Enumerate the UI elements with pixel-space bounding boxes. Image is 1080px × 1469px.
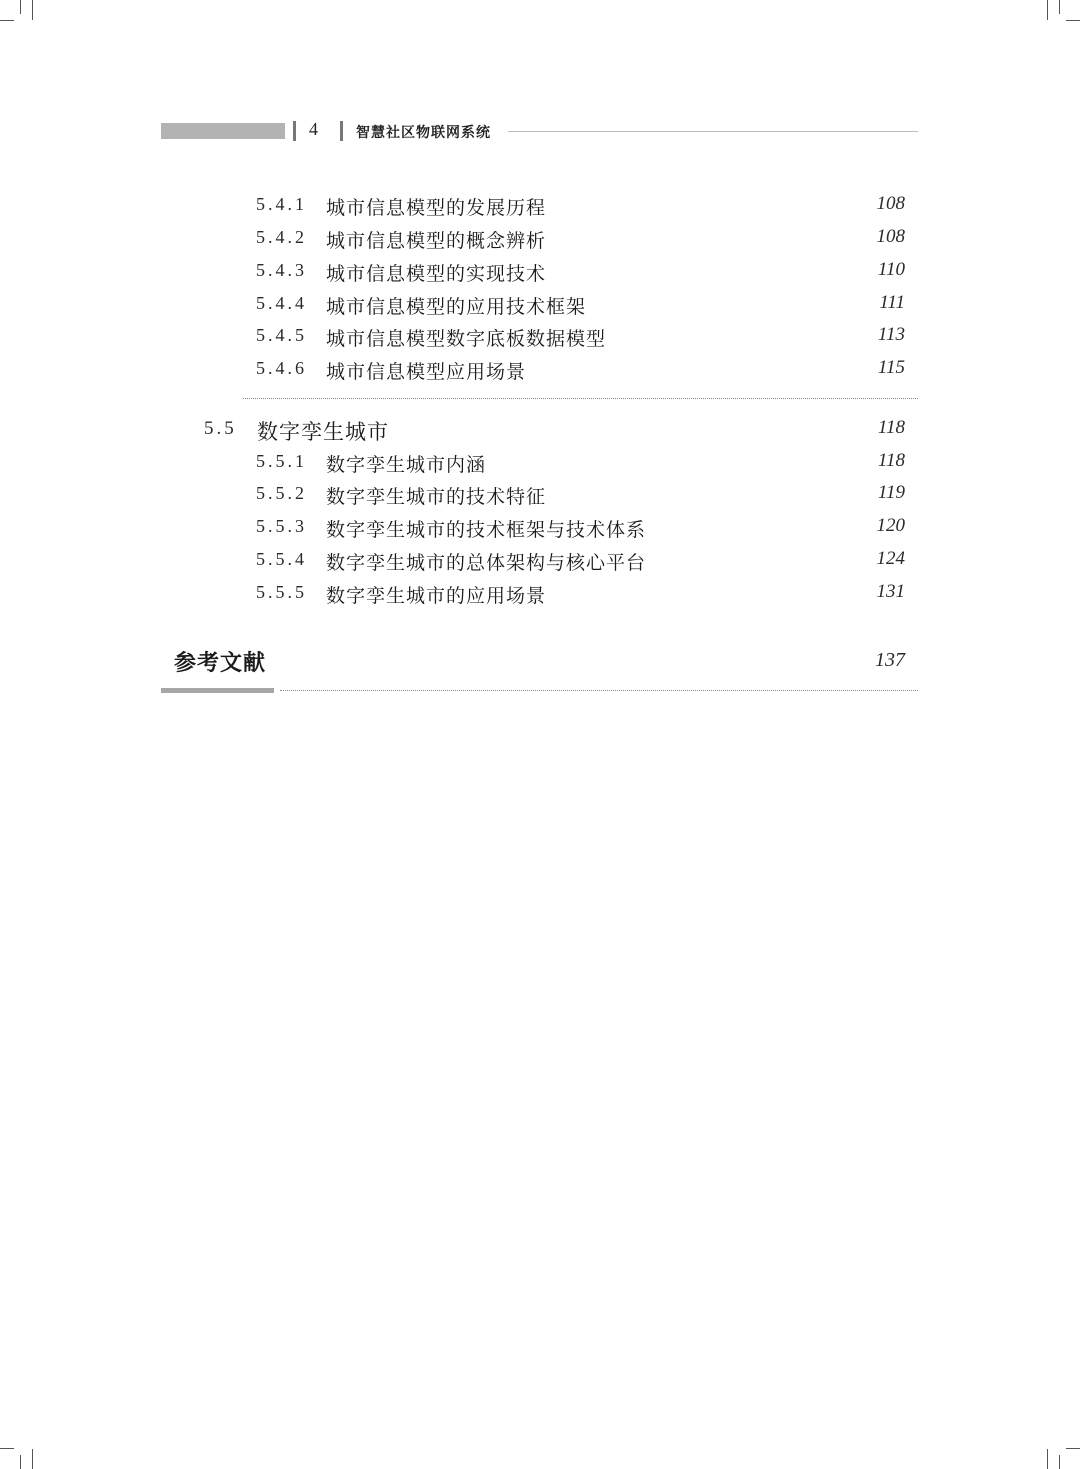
toc-entry-title: 数字孪生城市的技术框架与技术体系 xyxy=(326,519,647,541)
toc-entry-number: 5.4.3 xyxy=(256,260,307,280)
toc-entry-page: 124 xyxy=(876,548,905,569)
toc-entry xyxy=(0,513,1080,543)
book-title: 智慧社区物联网系统 xyxy=(356,125,491,141)
toc-entry-page: 108 xyxy=(876,193,905,214)
toc-entry-number: 5.4.1 xyxy=(256,194,307,214)
crop-mark xyxy=(32,1449,33,1469)
toc-entry-number: 5.4.4 xyxy=(256,293,307,313)
references-title: 参考文献 xyxy=(174,651,267,676)
crop-mark xyxy=(32,0,33,20)
crop-mark xyxy=(1059,0,1060,14)
toc-entry-number: 5.4.5 xyxy=(256,325,307,345)
toc-entry-number: 5.5.2 xyxy=(256,483,307,503)
toc-entry-title: 数字孪生城市的总体架构与核心平台 xyxy=(326,552,647,574)
references-dotted-rule xyxy=(280,690,918,691)
references-page: 137 xyxy=(875,649,905,671)
toc-entry-title: 城市信息模型数字底板数据模型 xyxy=(326,328,607,350)
toc-entry-title: 数字孪生城市的应用场景 xyxy=(326,585,547,607)
crop-mark xyxy=(20,0,21,14)
toc-entry-page: 113 xyxy=(877,324,905,345)
page-number: 4 xyxy=(309,119,318,139)
toc-entry xyxy=(0,448,1080,478)
toc-entry-title: 数字孪生城市的技术特征 xyxy=(326,486,547,508)
references-bar xyxy=(161,688,274,693)
toc-entry-number: 5.5.4 xyxy=(256,549,307,569)
crop-mark xyxy=(1066,20,1080,21)
toc-entry xyxy=(0,290,1080,320)
toc-entry xyxy=(0,480,1080,510)
toc-entry-page: 131 xyxy=(876,581,905,602)
toc-entry-title: 城市信息模型的实现技术 xyxy=(326,263,547,285)
toc-section xyxy=(0,415,1080,445)
toc-entry-title: 城市信息模型的概念辨析 xyxy=(326,230,547,252)
dotted-divider xyxy=(243,398,918,399)
toc-entry-page: 119 xyxy=(877,482,905,503)
header-bar xyxy=(161,123,285,139)
toc-entry-page: 110 xyxy=(877,259,905,280)
crop-mark xyxy=(1047,0,1048,20)
crop-mark xyxy=(1066,1448,1080,1449)
toc-entry-page: 118 xyxy=(877,450,905,471)
crop-mark xyxy=(0,20,14,21)
toc-entry-title: 数字孪生城市内涵 xyxy=(326,454,487,476)
toc-entry-number: 5.4.6 xyxy=(256,358,307,378)
toc-entry-title: 城市信息模型应用场景 xyxy=(326,361,527,383)
toc-entry xyxy=(0,257,1080,287)
toc-entry xyxy=(0,546,1080,576)
toc-entry-number: 5.5.3 xyxy=(256,516,307,536)
crop-mark xyxy=(0,1448,14,1449)
header-separator xyxy=(340,121,343,141)
toc-entry-title: 城市信息模型的应用技术框架 xyxy=(326,296,587,318)
toc-section-title: 数字孪生城市 xyxy=(257,420,389,444)
crop-mark xyxy=(20,1455,21,1469)
toc-section-page: 118 xyxy=(877,417,905,438)
crop-mark xyxy=(1047,1449,1048,1469)
toc-entry xyxy=(0,191,1080,221)
toc-entry-number: 5.4.2 xyxy=(256,227,307,247)
toc-entry xyxy=(0,579,1080,609)
toc-entry-number: 5.5.5 xyxy=(256,582,307,602)
toc-section-number: 5.5 xyxy=(204,418,237,439)
toc-entry-page: 115 xyxy=(877,357,905,378)
toc-entry-page: 111 xyxy=(879,292,905,313)
header-rule xyxy=(508,131,918,132)
toc-entry xyxy=(0,355,1080,385)
toc-entry xyxy=(0,322,1080,352)
toc-entry-number: 5.5.1 xyxy=(256,451,307,471)
header-separator xyxy=(293,121,296,141)
toc-entry-page: 120 xyxy=(876,515,905,536)
toc-entry-page: 108 xyxy=(876,226,905,247)
toc-entry xyxy=(0,224,1080,254)
toc-entry-title: 城市信息模型的发展历程 xyxy=(326,197,547,219)
crop-mark xyxy=(1059,1455,1060,1469)
